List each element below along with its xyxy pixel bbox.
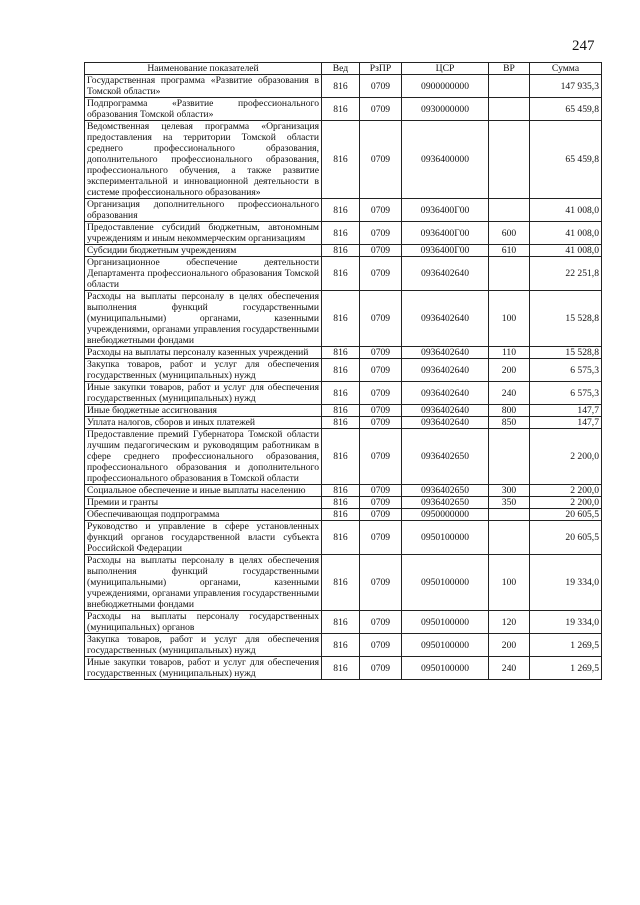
row-rzpr: 0709 xyxy=(360,417,402,429)
row-name: Подпрограмма «Развитие профессионального образования Томской области» xyxy=(85,98,322,121)
table-row xyxy=(85,347,602,359)
row-sum: 2 200,0 xyxy=(530,485,602,497)
row-name: Руководство и управление в сфере установленных функций органов государственной власти субъекта Российской Федерации xyxy=(85,521,322,555)
row-csr: 0950100000 xyxy=(402,657,489,680)
row-name: Закупка товаров, работ и услуг для обеспечения государственных (муниципальных) нужд xyxy=(85,634,322,657)
row-ved: 816 xyxy=(322,75,360,98)
row-sum: 1 269,5 xyxy=(530,634,602,657)
row-name: Субсидии бюджетным учреждениям xyxy=(85,245,322,257)
row-name: Ведомственная целевая программа «Организация предоставления на территории Томской области среднего профессионального образования, дополнительного профессионального образования, профессионального обучения, а также развитие экспериментальной и инновационной деятельности в системе профессионального образования» xyxy=(85,121,322,199)
row-sum: 147 935,3 xyxy=(530,75,602,98)
table-row xyxy=(85,634,602,657)
row-csr: 0936402640 xyxy=(402,405,489,417)
table-row xyxy=(85,257,602,291)
table-row xyxy=(85,657,602,680)
header-csr: ЦСР xyxy=(402,63,489,75)
table-row xyxy=(85,382,602,405)
row-ved: 816 xyxy=(322,485,360,497)
row-name: Расходы на выплаты персоналу в целях обеспечения выполнения функций государственными (муниципальными) органами, казенными учреждениями, органами управления государственными внебюджетными фондами xyxy=(85,555,322,611)
header-rzpr: РзПР xyxy=(360,63,402,75)
row-rzpr: 0709 xyxy=(360,497,402,509)
row-ved: 816 xyxy=(322,634,360,657)
row-ved: 816 xyxy=(322,199,360,222)
row-ved: 816 xyxy=(322,497,360,509)
table-row xyxy=(85,291,602,347)
table-row xyxy=(85,222,602,245)
row-csr: 0936402640 xyxy=(402,359,489,382)
row-name: Социальное обеспечение и иные выплаты населению xyxy=(85,485,322,497)
row-name: Премии и гранты xyxy=(85,497,322,509)
table-row xyxy=(85,429,602,485)
row-name: Расходы на выплаты персоналу казенных учреждений xyxy=(85,347,322,359)
page-number: 247 xyxy=(572,38,595,54)
row-vr xyxy=(489,509,530,521)
row-csr: 0950100000 xyxy=(402,521,489,555)
row-sum: 19 334,0 xyxy=(530,555,602,611)
row-sum: 20 605,5 xyxy=(530,521,602,555)
row-vr: 800 xyxy=(489,405,530,417)
row-vr xyxy=(489,199,530,222)
row-sum: 2 200,0 xyxy=(530,429,602,485)
header-name: Наименование показателей xyxy=(85,63,322,75)
row-rzpr: 0709 xyxy=(360,555,402,611)
row-rzpr: 0709 xyxy=(360,382,402,405)
row-name: Иные закупки товаров, работ и услуг для обеспечения государственных (муниципальных) нужд xyxy=(85,382,322,405)
row-sum: 15 528,8 xyxy=(530,291,602,347)
row-ved: 816 xyxy=(322,417,360,429)
row-sum: 1 269,5 xyxy=(530,657,602,680)
row-sum: 41 008,0 xyxy=(530,222,602,245)
row-vr: 100 xyxy=(489,555,530,611)
table-row xyxy=(85,497,602,509)
row-csr: 0936402640 xyxy=(402,347,489,359)
row-sum: 22 251,8 xyxy=(530,257,602,291)
row-vr: 240 xyxy=(489,657,530,680)
row-vr: 240 xyxy=(489,382,530,405)
row-name: Закупка товаров, работ и услуг для обеспечения государственных (муниципальных) нужд xyxy=(85,359,322,382)
row-ved: 816 xyxy=(322,555,360,611)
row-ved: 816 xyxy=(322,657,360,680)
budget-table xyxy=(84,62,602,680)
header-sum: Сумма xyxy=(530,63,602,75)
row-name: Расходы на выплаты персоналу государственных (муниципальных) органов xyxy=(85,611,322,634)
row-ved: 816 xyxy=(322,257,360,291)
row-csr: 0950100000 xyxy=(402,611,489,634)
row-name: Иные закупки товаров, работ и услуг для обеспечения государственных (муниципальных) нужд xyxy=(85,657,322,680)
row-csr: 0950100000 xyxy=(402,555,489,611)
row-ved: 816 xyxy=(322,121,360,199)
row-ved: 816 xyxy=(322,98,360,121)
row-rzpr: 0709 xyxy=(360,245,402,257)
row-sum: 41 008,0 xyxy=(530,245,602,257)
header-vr: ВР xyxy=(489,63,530,75)
table-row xyxy=(85,417,602,429)
table-row xyxy=(85,405,602,417)
table-row xyxy=(85,98,602,121)
table-row xyxy=(85,485,602,497)
row-ved: 816 xyxy=(322,521,360,555)
table-row xyxy=(85,359,602,382)
row-sum: 65 459,8 xyxy=(530,121,602,199)
row-rzpr: 0709 xyxy=(360,291,402,347)
row-sum: 2 200,0 xyxy=(530,497,602,509)
row-ved: 816 xyxy=(322,347,360,359)
row-vr: 600 xyxy=(489,222,530,245)
table-row xyxy=(85,199,602,222)
row-csr: 0936402640 xyxy=(402,257,489,291)
row-name: Иные бюджетные ассигнования xyxy=(85,405,322,417)
row-rzpr: 0709 xyxy=(360,509,402,521)
row-rzpr: 0709 xyxy=(360,429,402,485)
row-ved: 816 xyxy=(322,405,360,417)
table-row xyxy=(85,245,602,257)
row-name: Расходы на выплаты персоналу в целях обеспечения выполнения функций государственными (муниципальными) органами, казенными учреждениями, органами управления государственными внебюджетными фондами xyxy=(85,291,322,347)
row-rzpr: 0709 xyxy=(360,98,402,121)
row-vr: 110 xyxy=(489,347,530,359)
row-ved: 816 xyxy=(322,359,360,382)
row-rzpr: 0709 xyxy=(360,199,402,222)
row-sum: 6 575,3 xyxy=(530,359,602,382)
row-sum: 20 605,5 xyxy=(530,509,602,521)
row-csr: 0950100000 xyxy=(402,634,489,657)
header-ved: Вед xyxy=(322,63,360,75)
row-ved: 816 xyxy=(322,245,360,257)
row-csr: 0936400Г00 xyxy=(402,199,489,222)
row-csr: 0936402640 xyxy=(402,291,489,347)
row-vr: 610 xyxy=(489,245,530,257)
row-csr: 0936402650 xyxy=(402,497,489,509)
row-vr: 300 xyxy=(489,485,530,497)
row-rzpr: 0709 xyxy=(360,657,402,680)
row-name: Уплата налогов, сборов и иных платежей xyxy=(85,417,322,429)
row-ved: 816 xyxy=(322,509,360,521)
row-vr: 200 xyxy=(489,634,530,657)
row-name: Предоставление субсидий бюджетным, автономным учреждениям и иным некоммерческим организациям xyxy=(85,222,322,245)
row-sum: 41 008,0 xyxy=(530,199,602,222)
row-rzpr: 0709 xyxy=(360,611,402,634)
row-name: Организация дополнительного профессионального образования xyxy=(85,199,322,222)
row-vr xyxy=(489,257,530,291)
row-csr: 0936400Г00 xyxy=(402,245,489,257)
row-csr: 0936402640 xyxy=(402,382,489,405)
row-rzpr: 0709 xyxy=(360,634,402,657)
row-sum: 147,7 xyxy=(530,417,602,429)
row-ved: 816 xyxy=(322,222,360,245)
row-rzpr: 0709 xyxy=(360,75,402,98)
row-vr xyxy=(489,98,530,121)
table-row xyxy=(85,121,602,199)
row-rzpr: 0709 xyxy=(360,485,402,497)
row-csr: 0936402640 xyxy=(402,417,489,429)
row-ved: 816 xyxy=(322,611,360,634)
row-rzpr: 0709 xyxy=(360,347,402,359)
row-ved: 816 xyxy=(322,291,360,347)
row-vr: 850 xyxy=(489,417,530,429)
row-vr: 120 xyxy=(489,611,530,634)
row-csr: 0900000000 xyxy=(402,75,489,98)
row-rzpr: 0709 xyxy=(360,222,402,245)
row-csr: 0930000000 xyxy=(402,98,489,121)
row-csr: 0936400000 xyxy=(402,121,489,199)
row-vr xyxy=(489,121,530,199)
table-row xyxy=(85,509,602,521)
row-rzpr: 0709 xyxy=(360,521,402,555)
row-name: Организационное обеспечение деятельности Департамента профессионального образования Томской области xyxy=(85,257,322,291)
row-sum: 15 528,8 xyxy=(530,347,602,359)
row-csr: 0950000000 xyxy=(402,509,489,521)
row-csr: 0936402650 xyxy=(402,429,489,485)
row-name: Обеспечивающая подпрограмма xyxy=(85,509,322,521)
row-csr: 0936402650 xyxy=(402,485,489,497)
row-vr: 350 xyxy=(489,497,530,509)
row-vr xyxy=(489,521,530,555)
row-rzpr: 0709 xyxy=(360,405,402,417)
table-header-row xyxy=(85,63,602,75)
table-row xyxy=(85,555,602,611)
table-row xyxy=(85,521,602,555)
table-row xyxy=(85,75,602,98)
row-vr xyxy=(489,75,530,98)
row-vr: 200 xyxy=(489,359,530,382)
table-row xyxy=(85,611,602,634)
row-sum: 6 575,3 xyxy=(530,382,602,405)
row-sum: 147,7 xyxy=(530,405,602,417)
row-rzpr: 0709 xyxy=(360,359,402,382)
row-name: Предоставление премий Губернатора Томской области лучшим педагогическим и руководящим работникам в сфере среднего профессионального образования, профессионального образования и дополнительного профессионального образования в Томской области xyxy=(85,429,322,485)
row-ved: 816 xyxy=(322,429,360,485)
row-rzpr: 0709 xyxy=(360,257,402,291)
row-vr xyxy=(489,429,530,485)
row-rzpr: 0709 xyxy=(360,121,402,199)
row-vr: 100 xyxy=(489,291,530,347)
row-csr: 0936400Г00 xyxy=(402,222,489,245)
row-ved: 816 xyxy=(322,382,360,405)
row-sum: 65 459,8 xyxy=(530,98,602,121)
row-sum: 19 334,0 xyxy=(530,611,602,634)
row-name: Государственная программа «Развитие образования в Томской области» xyxy=(85,75,322,98)
